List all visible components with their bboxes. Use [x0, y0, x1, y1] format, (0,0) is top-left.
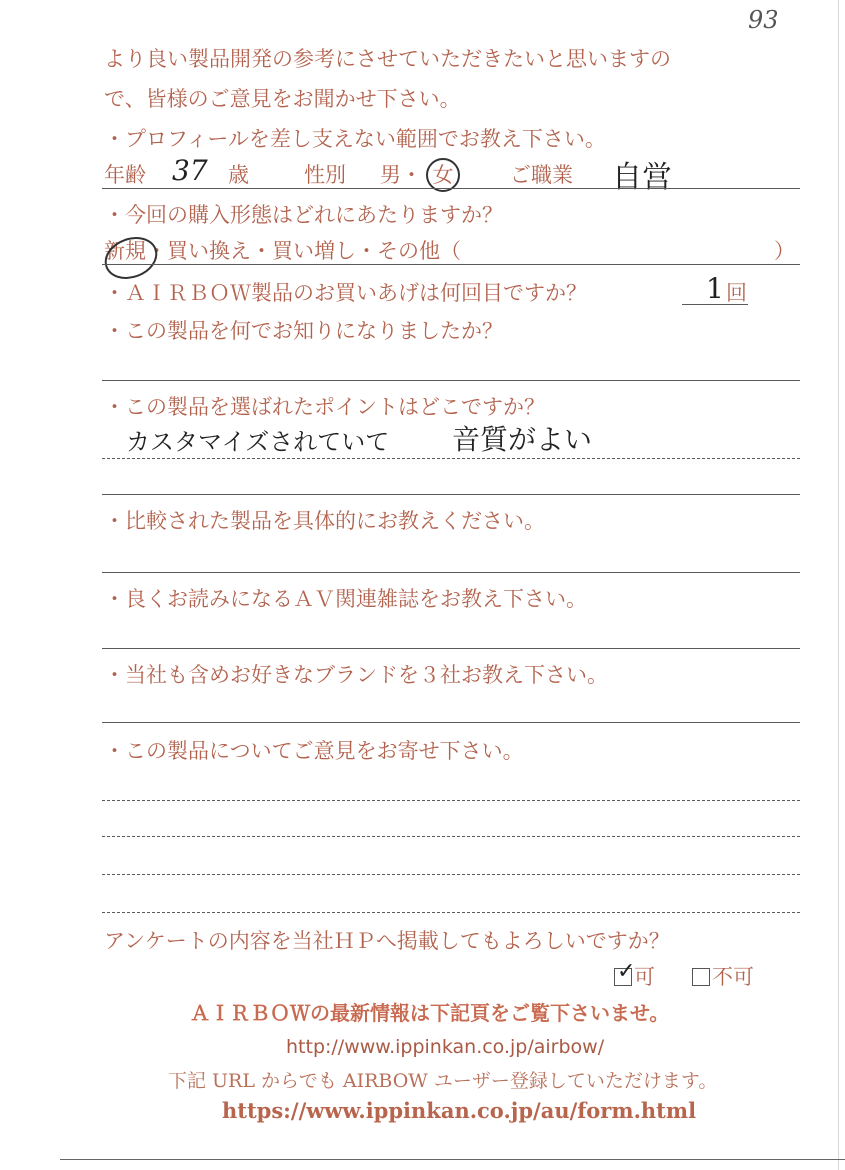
selection-dash-rule	[102, 458, 800, 459]
scan-edge-bottom	[60, 1159, 845, 1160]
opinion-dash-rule-1	[102, 800, 800, 801]
opinion-dash-rule-4	[102, 912, 800, 913]
purchase-count-answer: 1	[706, 272, 724, 305]
publish-no-option[interactable]	[692, 964, 754, 990]
purchase-count-question: ・ＡＩＲＢＯＷ製品のお買いあげは何回目ですか？	[104, 281, 587, 305]
page-number: 93	[748, 6, 779, 34]
magazines-question: ・良くお読みになるＡＶ関連雑誌をお教え下さい。	[104, 587, 587, 611]
age-value: 37	[172, 154, 208, 187]
purchase-type-options: 新規・買い換え・買い増し・その他（	[104, 239, 461, 263]
how-known-question: ・この製品を何でお知りになりましたか？	[104, 319, 503, 343]
yes-checkbox-icon[interactable]	[614, 959, 636, 986]
intro-line-1: より良い製品開発の参考にさせていただきたいと思いますの	[104, 47, 671, 71]
opinion-dash-rule-2	[102, 836, 800, 837]
age-label: 年齢	[104, 163, 146, 187]
age-unit: 歳	[228, 163, 249, 187]
footer-url-2[interactable]: https://www.ippinkan.co.jp/au/form.html	[222, 1098, 697, 1123]
footer-headline: ＡＩＲＢＯＷの最新情報は下記頁をご覧下さいませ。	[190, 1001, 670, 1025]
scan-edge-right	[838, 0, 839, 1170]
brands-question: ・当社も含めお好きなブランドを３社お教え下さい。	[104, 663, 608, 687]
purchase-count-unit: 回	[726, 281, 747, 305]
gender-label: 性別	[304, 163, 346, 187]
count-underline	[682, 304, 748, 305]
occupation-label: ご職業	[510, 163, 573, 187]
no-label: 不可	[712, 965, 754, 989]
magazines-rule	[102, 648, 800, 649]
compared-rule	[102, 572, 800, 573]
yes-label: 可	[634, 965, 655, 989]
publish-question: アンケートの内容を当社ＨＰへ掲載してもよろしいですか？	[104, 929, 670, 953]
profile-prompt: ・プロフィールを差し支えない範囲でお教え下さい。	[104, 127, 606, 151]
occupation-value: 自営	[612, 160, 672, 195]
no-checkbox-icon[interactable]	[692, 968, 710, 986]
brands-rule	[102, 722, 800, 723]
gender-female-circled: 女	[426, 158, 460, 192]
opinion-question: ・この製品についてご意見をお寄せ下さい。	[104, 739, 524, 763]
selection-rule	[102, 494, 800, 495]
opinion-dash-rule-3	[102, 874, 800, 875]
purchase-type-rule	[102, 264, 800, 265]
selection-point-question: ・この製品を選ばれたポイントはどこですか？	[104, 395, 545, 419]
publish-yes-option[interactable]	[614, 959, 655, 990]
profile-rule	[102, 188, 800, 189]
selection-point-answer-1: カスタマイズされていて	[126, 428, 390, 456]
purchase-type-close: ）	[774, 239, 795, 263]
gender-male: 男・	[380, 163, 422, 187]
purchase-type-question: ・今回の購入形態はどれにあたりますか？	[104, 203, 503, 227]
selection-point-answer-2: 音質がよい	[452, 423, 593, 456]
intro-line-2: で、皆様のご意見をお聞かせ下さい。	[104, 87, 461, 111]
footer-note: 下記 URL からでも AIRBOW ユーザー登録していただけます。	[168, 1070, 718, 1092]
footer-url-1[interactable]: http://www.ippinkan.co.jp/airbow/	[286, 1036, 605, 1058]
compared-question: ・比較された製品を具体的にお教えください。	[104, 509, 545, 533]
how-known-rule	[102, 380, 800, 381]
checkmark-icon: ✓	[617, 959, 636, 984]
